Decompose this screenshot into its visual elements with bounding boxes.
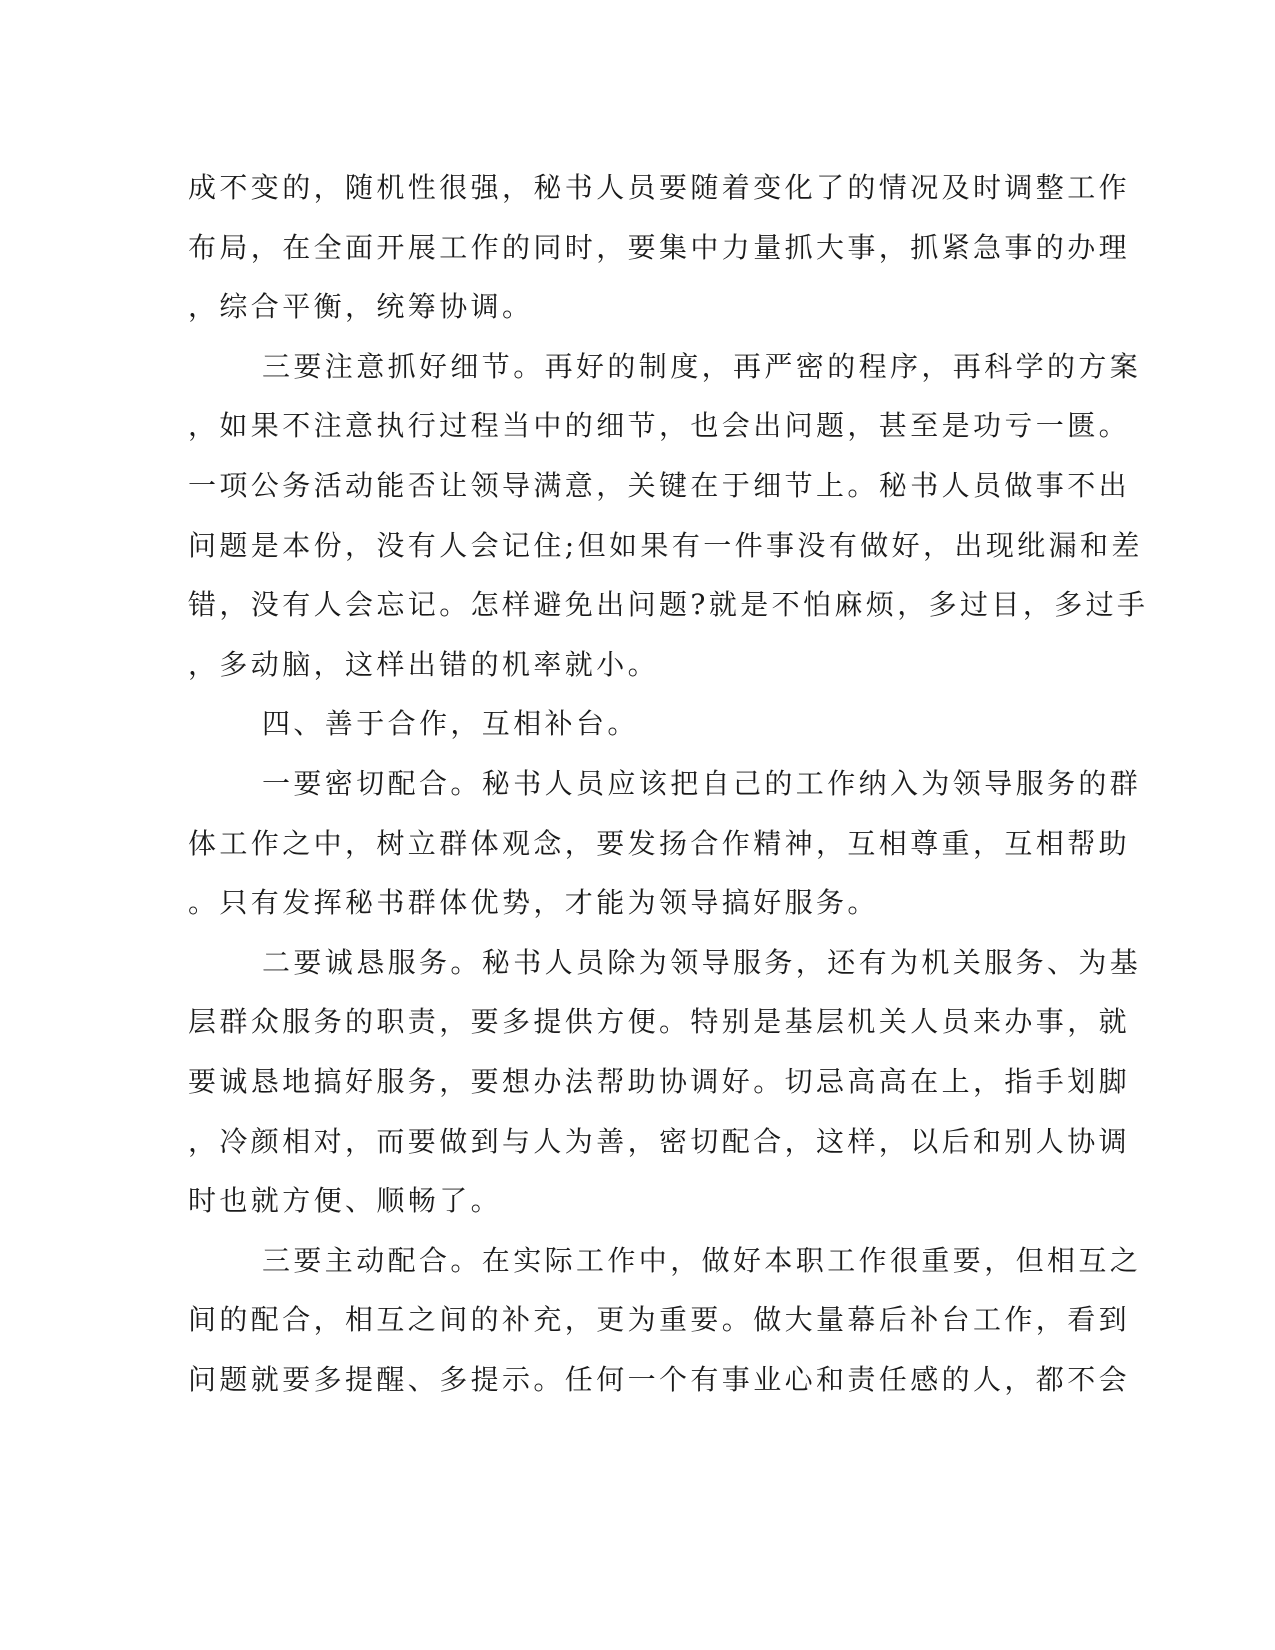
text-line: 。只有发挥秘书群体优势，才能为领导搞好服务。 bbox=[188, 886, 879, 920]
paragraph-first-line: 三要主动配合。在实际工作中，做好本职工作很重要，但相互之 bbox=[262, 1243, 1142, 1277]
text-line: 问题就要多提醒、多提示。任何一个有事业心和责任感的人，都不会 bbox=[188, 1362, 1131, 1396]
paragraph-first-line: 二要诚恳服务。秘书人员除为领导服务，还有为机关服务、为基 bbox=[262, 945, 1142, 979]
text-line: ，综合平衡，统筹协调。 bbox=[188, 290, 534, 324]
text-line: 布局，在全面开展工作的同时，要集中力量抓大事，抓紧急事的办理 bbox=[188, 230, 1131, 264]
text-line: ，多动脑，这样出错的机率就小。 bbox=[188, 647, 660, 681]
text-line: 层群众服务的职责，要多提供方便。特别是基层机关人员来办事，就 bbox=[188, 1005, 1131, 1039]
paragraph-first-line: 四、善于合作，互相补台。 bbox=[262, 707, 639, 741]
paragraph-first-line: 三要注意抓好细节。再好的制度，再严密的程序，再科学的方案 bbox=[262, 349, 1142, 383]
text-line: 一项公务活动能否让领导满意，关键在于细节上。秘书人员做事不出 bbox=[188, 468, 1131, 502]
text-line: 问题是本份，没有人会记住;但如果有一件事没有做好，出现纰漏和差 bbox=[188, 528, 1143, 562]
body-text bbox=[188, 158, 1149, 1409]
text-line: 成不变的，随机性很强，秘书人员要随着变化了的情况及时调整工作 bbox=[188, 171, 1131, 204]
text-line: 时也就方便、顺畅了。 bbox=[188, 1184, 503, 1218]
text-line: 体工作之中，树立群体观念，要发扬合作精神，互相尊重，互相帮助 bbox=[188, 826, 1131, 860]
text-line: 间的配合，相互之间的补充，更为重要。做大量幕后补台工作，看到 bbox=[188, 1303, 1131, 1337]
text-line: 要诚恳地搞好服务，要想办法帮助协调好。切忌高高在上，指手划脚 bbox=[188, 1064, 1131, 1098]
paragraph-first-line: 一要密切配合。秘书人员应该把自己的工作纳入为领导服务的群 bbox=[262, 766, 1142, 800]
text-line: ，冷颜相对，而要做到与人为善，密切配合，这样，以后和别人协调 bbox=[188, 1124, 1131, 1158]
text-line: 错，没有人会忘记。怎样避免出问题?就是不怕麻烦，多过目，多过手 bbox=[188, 588, 1149, 622]
text-line: ，如果不注意执行过程当中的细节，也会出问题，甚至是功亏一匮。 bbox=[188, 409, 1131, 443]
